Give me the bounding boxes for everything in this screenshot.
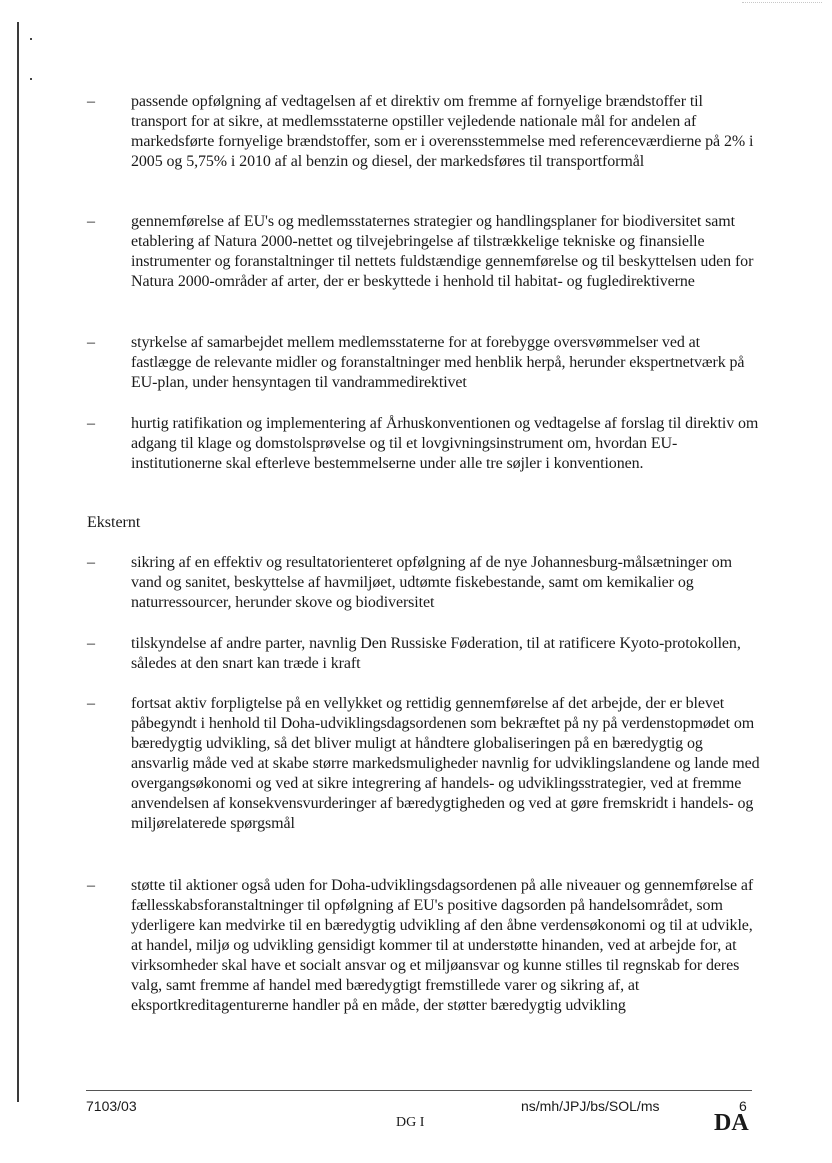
document-reference: 7103/03 (86, 1098, 137, 1114)
footer-divider (86, 1090, 752, 1091)
section-heading: Eksternt (87, 514, 141, 531)
paragraph-text: sikring af en effektiv og resultatorienteret opfølgning af de nye Johannesburg-målsætninger om vand og sanitet, beskyttelse af havmiljøet, udtømte fiskebestande, samt om kemikalier og naturressourcer, herunder skove og biodiversitet (131, 554, 732, 611)
paragraph-text: tilskyndelse af andre parter, navnlig Den Russiske Føderation, til at ratificere Kyoto-protokollen, således at den snart kan træde i kraft (131, 635, 741, 672)
scan-noise (742, 2, 822, 7)
margin-dot (30, 78, 32, 80)
paragraph-text: gennemførelse af EU's og medlemsstaternes strategier og handlingsplaner for biodiversitet samt etablering af Natura 2000-nettet og tilvejebringelse af tilstrækkelige tekniske og finansielle instrumenter og foranstaltninger til nettets fuldstændige gennemførelse og til beskyttelsen uden for Natura 2000-områder af arter, der er beskyttede i henhold til habitat- og fugledirektiverne (131, 213, 754, 290)
paragraph-text: fortsat aktiv forpligtelse på en vellykket og rettidig gennemførelse af det arbejde, der er blevet påbegyndt i henhold til Doha-udviklingsdagsordenen som bekræftet på ny på verdenstopmødet om bæredygtig udvikling, så det bliver muligt at håndtere globaliseringen på en bæredygtig og ansvarlig måde ved at skabe større markedsmuligheder navnlig for udviklingslandene og lande med overgangsøkonomi og ved at sikre integrering af handels- og udviklingsstrategier, ved at fremme anvendelsen af konsekvensvurderinger af bæredygtigheden og ved at gøre fremskridt i handels- og miljørelaterede spørgsmål (131, 695, 760, 832)
bullet-dash: – (87, 213, 95, 230)
bullet-dash: – (87, 635, 95, 652)
paragraph-text: hurtig ratifikation og implementering af Århuskonventionen og vedtagelse af forslag til direktiv om adgang til klage og domstolsprøvelse og til et lovgivningsinstrument om, hvordan EU-institutionerne skal efterleve bestemmelserne under alle tre søjler i konventionen. (131, 415, 759, 472)
bullet-dash: – (87, 415, 95, 432)
bullet-dash: – (87, 334, 95, 351)
paragraph-text: styrkelse af samarbejdet mellem medlemsstaterne for at forebygge oversvømmelser ved at fastlægge de relevante midler og foranstaltninger med henblik herpå, herunder ekspertnetværk på EU-plan, under hensyntagen til vandrammedirektivet (131, 334, 745, 391)
paragraph-text: passende opfølgning af vedtagelsen af et direktiv om fremme af fornyelige brændstoffer til transport for at sikre, at medlemsstaterne opstiller vejledende nationale mål for andelen af markedsførte fornyelige brændstoffer, som er i overensstemmelse med referenceværdierne på 2% i 2005 og 5,75% i 2010 af al benzin og diesel, der markedsføres til transportformål (131, 93, 754, 170)
author-codes: ns/mh/JPJ/bs/SOL/ms (521, 1098, 660, 1114)
page-number: 6 (739, 1098, 747, 1114)
bullet-dash: – (87, 877, 95, 894)
bullet-dash: – (87, 695, 95, 712)
paragraph-text: støtte til aktioner også uden for Doha-udviklingsdagsordenen på alle niveauer og gennemførelse af fællesskabsforanstaltninger til opfølgning af EU's positive dagsorden på handelsområdet, som yderligere kan medvirke til en bæredygtig udvikling af den åbne verdensøkonomi og til at udvikle, at handel, miljø og udvikling gensidigt kommer til at understøtte hinanden, ved at arbejde for, at virksomheder skal have et socialt ansvar og et miljøansvar og kunne stilles til regnskab for deres valg, samt fremme af handel med bæredygtigt fremstillede varer og sikring af, at eksportkreditagenturerne handler på en måde, der støtter bæredygtig udvikling (131, 877, 754, 1014)
directorate-label: DG I (396, 1115, 425, 1130)
margin-line (17, 22, 19, 1102)
margin-dot (30, 38, 32, 40)
language-code: DA (714, 1110, 749, 1136)
bullet-dash: – (87, 554, 95, 571)
bullet-dash: – (87, 93, 95, 110)
